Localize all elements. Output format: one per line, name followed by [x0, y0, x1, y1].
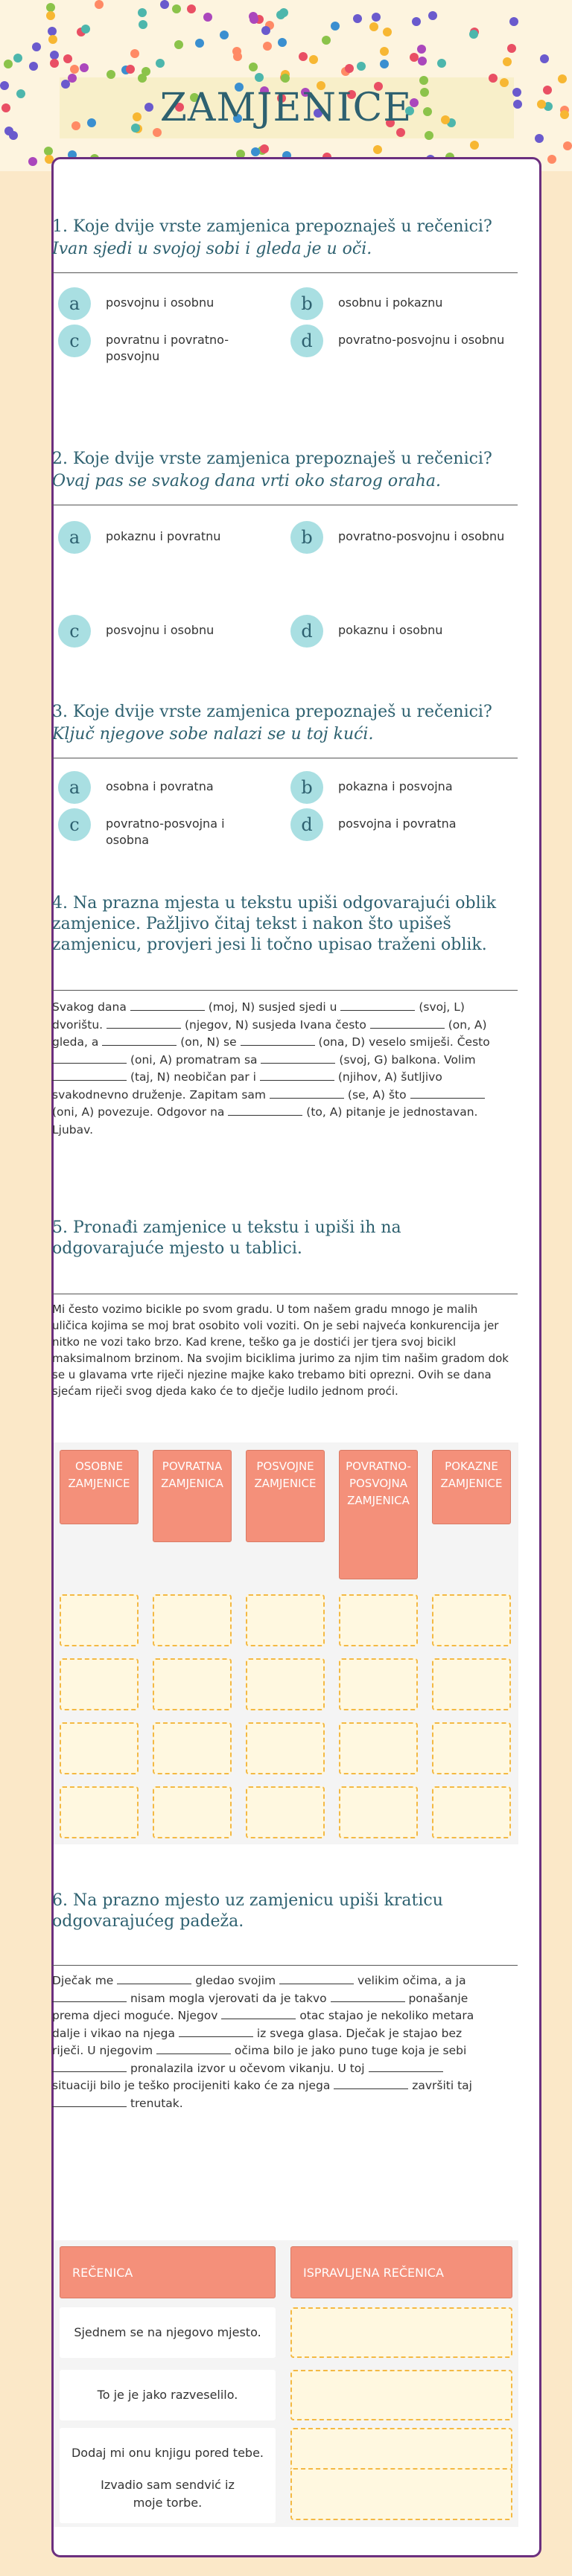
table-drop-zone[interactable]	[60, 1722, 139, 1774]
confetti-dot	[81, 25, 90, 33]
divider	[52, 1965, 518, 1966]
table-drop-zone[interactable]	[432, 1594, 511, 1646]
column-header-povratno-posvojna: POVRATNO-POSVOJNA ZAMJENICA	[339, 1450, 418, 1579]
confetti-dot	[48, 35, 57, 44]
confetti-dot	[417, 45, 426, 54]
confetti-dot	[383, 28, 392, 36]
blank-input[interactable]	[52, 2001, 127, 2002]
question-1-text: 1. Koje dvije vrste zamjenica prepoznaješ u rečenici?	[52, 217, 492, 236]
table-drop-zone[interactable]	[60, 1786, 139, 1838]
confetti-dot	[299, 52, 308, 61]
letter-d-badge: d	[290, 808, 323, 841]
divider	[52, 272, 518, 273]
q3-option-c[interactable]	[58, 816, 259, 848]
blank-input[interactable]	[369, 2071, 443, 2072]
q3-option-d[interactable]	[290, 816, 529, 841]
confetti-dot	[357, 62, 366, 71]
text-segment: nisam mogla vjerovati da je takvo	[130, 1991, 331, 2005]
confetti-dot	[469, 30, 478, 39]
option-label: povratnu i povratno-posvojnu	[106, 333, 229, 363]
confetti-dot	[249, 12, 258, 21]
question-5	[52, 1218, 499, 1259]
confetti-dot	[540, 54, 549, 63]
text-segment: (svoj, G) balkona. Volim	[339, 1052, 476, 1067]
sentence-row-1: Sjednem se na njegovo mjesto.	[60, 2307, 276, 2358]
text-segment: riječi. U njegovim	[52, 2044, 156, 2057]
confetti-dot	[563, 141, 572, 150]
q1-option-b[interactable]	[290, 295, 521, 320]
blank-input[interactable]	[410, 1098, 485, 1099]
question-6-text: 6. Na prazno mjesto uz zamjenicu upiši kraticu odgovarajućeg padeža.	[52, 1891, 443, 1931]
letter-a-badge: a	[58, 521, 91, 554]
table-drop-zone[interactable]	[60, 1658, 139, 1710]
letter-c-badge: c	[58, 808, 91, 841]
option-label: povratno-posvojnu i osobnu	[338, 333, 505, 347]
confetti-dot	[4, 60, 13, 68]
confetti-dot	[28, 157, 37, 166]
text-segment: svakodnevno druženje. Zapitam sam	[52, 1087, 270, 1102]
text-segment: (se, A) što	[347, 1087, 410, 1102]
confetti-dot	[220, 31, 229, 39]
letter-d-badge: d	[290, 615, 323, 648]
question-6	[52, 1891, 499, 1932]
letter-c-badge: c	[58, 325, 91, 357]
text-segment: (njegov, N) susjeda Ivana često	[184, 1017, 370, 1032]
option-label: osobna i povratna	[106, 779, 214, 793]
answer-drop-zone-2[interactable]	[290, 2370, 512, 2420]
table-drop-zone[interactable]	[246, 1722, 325, 1774]
q3-option-a[interactable]	[58, 779, 259, 804]
question-5-text: 5. Pronađi zamjenice u tekstu i upiši ih na odgovarajuće mjesto u tablici.	[52, 1218, 401, 1258]
blank-input[interactable]	[261, 1063, 335, 1064]
confetti-dot	[369, 22, 378, 31]
sentence-row-4: Izvadio sam sendvić iz moje torbe.	[60, 2465, 276, 2523]
sentence-row-2: To je je jako razveselilo.	[60, 2370, 276, 2420]
text-segment: trenutak.	[130, 2096, 183, 2110]
table-drop-zone[interactable]	[153, 1658, 232, 1710]
table-drop-zone[interactable]	[153, 1722, 232, 1774]
q1-option-c[interactable]	[58, 332, 259, 365]
q2-option-b[interactable]	[290, 528, 529, 554]
question-1	[52, 216, 514, 261]
blank-input[interactable]	[370, 1028, 445, 1029]
confetti-dot	[174, 40, 183, 49]
table-drop-zone[interactable]	[339, 1722, 418, 1774]
confetti-dot	[261, 26, 270, 35]
blank-input[interactable]	[52, 2071, 127, 2072]
confetti-dot	[172, 4, 181, 13]
confetti-dot	[46, 11, 55, 20]
confetti-dot	[380, 47, 389, 56]
confetti-dot	[509, 17, 518, 26]
answer-drop-zone-1[interactable]	[290, 2307, 512, 2358]
divider	[52, 990, 518, 991]
confetti-dot	[156, 59, 165, 68]
confetti-dot	[547, 155, 556, 164]
letter-d-badge: d	[290, 325, 323, 357]
blank-input[interactable]	[270, 1098, 344, 1099]
question-3	[52, 701, 514, 746]
confetti-dot	[437, 59, 446, 68]
question-2-text: 2. Koje dvije vrste zamjenica prepoznaješ u rečenici?	[52, 450, 492, 468]
confetti-dot	[203, 13, 212, 22]
confetti-dot	[249, 63, 258, 71]
text-segment: Dječak me	[52, 1974, 118, 1987]
confetti-dot	[322, 36, 331, 45]
letter-c-badge: c	[58, 615, 91, 648]
text-segment: prema djeci moguće. Njegov	[52, 2009, 222, 2022]
confetti-dot	[160, 0, 169, 9]
text-segment: Ljubav.	[52, 1122, 93, 1137]
q3-option-b[interactable]	[290, 779, 529, 804]
text-segment: (on, N) se	[180, 1035, 241, 1049]
q5-source-text: Mi često vozimo bicikle po svom gradu. U tom našem gradu mnogo je malih uličica kojima se moj brat osobito voli voziti. On je sebi najveća konkurencija jer nitko ne vozi tako brzo. Kad krene, teško ga je dostići jer tjera svoj bicikl maksimalnom brzinom. Na svojim biciklima jurimo za njim tim našim gradom dok se u glavama vrte riječi njezine majke kako trebamo biti oprezni. Ovih se dana sjećam riječi svog djeda kako će to dječje ludilo jednom proći.	[52, 1303, 509, 1398]
text-segment: otac stajao je nekoliko metara	[299, 2009, 474, 2022]
text-segment: (moj, N) susjed sjedi u	[208, 1000, 341, 1014]
table-drop-zone[interactable]	[339, 1786, 418, 1838]
blank-input[interactable]	[179, 2036, 253, 2037]
option-label: posvojna i povratna	[338, 816, 457, 831]
text-segment: Svakog dana	[52, 1000, 130, 1014]
blank-input[interactable]	[260, 1080, 334, 1081]
text-segment: (taj, N) neobičan par i	[130, 1070, 260, 1084]
text-segment: (svoj, L)	[419, 1000, 465, 1014]
q6-fill-text	[52, 1972, 515, 2112]
confetti-dot	[373, 145, 382, 154]
confetti-dot	[50, 59, 59, 68]
text-segment: (njihov, A) šutljivo	[337, 1070, 442, 1084]
column-header-pokazne: POKAZNE ZAMJENICE	[432, 1450, 511, 1524]
text-segment: (on, A)	[448, 1017, 487, 1032]
question-4-text: 4. Na prazna mjesta u tekstu upiši odgovarajući oblik zamjenice. Pažljivo čitaj tekst i nakon što upišeš zamjenicu, provjeri jesi li točno upisao traženi oblik.	[52, 894, 497, 954]
confetti-dot	[126, 65, 135, 74]
letter-b-badge: b	[290, 771, 323, 804]
blank-input[interactable]	[331, 2001, 405, 2002]
option-label: posvojnu i osobnu	[106, 623, 214, 637]
confetti-dot	[276, 10, 285, 19]
question-2	[52, 448, 514, 493]
confetti-dot	[260, 144, 269, 153]
question-3-sentence: Ključ njegove sobe nalazi se u toj kući.	[52, 725, 374, 744]
confetti-dot	[70, 65, 79, 74]
option-label: osobnu i pokaznu	[338, 295, 443, 310]
table-drop-zone[interactable]	[153, 1786, 232, 1838]
table-drop-zone[interactable]	[432, 1786, 511, 1838]
confetti-dot	[278, 38, 287, 47]
blank-input[interactable]	[130, 1010, 205, 1011]
text-segment: ponašanje	[408, 1991, 468, 2005]
confetti-dot	[13, 54, 22, 63]
confetti-dot	[345, 64, 354, 73]
confetti-dot	[251, 147, 260, 156]
text-segment: (oni, A) povezuje. Odgovor na	[52, 1105, 229, 1119]
text-segment: (ona, D) veselo smiješi. Često	[318, 1035, 490, 1049]
column-header-recenica: REČENICA	[60, 2246, 276, 2298]
sentence-row-3: Dodaj mi onu knjigu pored tebe.	[60, 2428, 276, 2478]
confetti-dot	[142, 67, 150, 76]
confetti-dot	[32, 42, 41, 51]
option-label: posvojnu i osobnu	[106, 295, 214, 310]
option-label: povratno-posvojna i osobna	[106, 816, 225, 847]
confetti-dot	[503, 57, 512, 66]
option-label: pokaznu i osobnu	[338, 623, 443, 637]
table-drop-zone[interactable]	[432, 1658, 511, 1710]
text-segment: velikim očima, a ja	[357, 1974, 466, 1987]
table-drop-zone[interactable]	[432, 1722, 511, 1774]
confetti-dot	[353, 14, 362, 23]
confetti-dot	[372, 13, 381, 22]
confetti-dot	[80, 63, 89, 72]
q2-option-c[interactable]	[58, 622, 259, 648]
confetti-dot	[138, 8, 147, 17]
blank-input[interactable]	[107, 1028, 181, 1029]
confetti-dot	[139, 20, 147, 29]
confetti-dot	[331, 22, 340, 31]
blank-input[interactable]	[52, 1063, 127, 1064]
confetti-dot	[428, 11, 437, 20]
confetti-dot	[507, 44, 516, 53]
confetti-dot	[195, 39, 204, 48]
table-drop-zone[interactable]	[339, 1594, 418, 1646]
blank-input[interactable]	[52, 1080, 127, 1081]
text-segment: gledao svojim	[195, 1974, 280, 1987]
table-drop-zone[interactable]	[153, 1594, 232, 1646]
blank-input[interactable]	[102, 1045, 177, 1046]
blank-input[interactable]	[241, 1045, 315, 1046]
text-segment: završiti taj	[412, 2079, 472, 2092]
confetti-dot	[233, 52, 242, 61]
question-1-sentence: Ivan sjedi u svojoj sobi i gleda je u oči.	[52, 240, 372, 258]
column-header-povratna: POVRATNA ZAMJENICA	[153, 1450, 232, 1542]
blank-input[interactable]	[228, 1115, 302, 1116]
text-segment: gleda, a	[52, 1035, 103, 1049]
table-drop-zone[interactable]	[246, 1658, 325, 1710]
blank-input[interactable]	[334, 2088, 408, 2089]
option-label: pokaznu i povratnu	[106, 529, 221, 543]
blank-input[interactable]	[340, 1010, 415, 1011]
column-header-posvojne: POSVOJNE ZAMJENICE	[246, 1450, 325, 1542]
column-header-ispravljena: ISPRAVLJENA REČENICA	[290, 2246, 512, 2298]
confetti-dot	[412, 17, 421, 26]
option-label: povratno-posvojnu i osobnu	[338, 529, 505, 543]
q2-option-d[interactable]	[290, 622, 529, 648]
column-header-osobne: OSOBNE ZAMJENICE	[60, 1450, 139, 1524]
letter-a-badge: a	[58, 287, 91, 320]
confetti-dot	[418, 57, 427, 65]
q1-option-a[interactable]	[58, 295, 259, 320]
table-drop-zone[interactable]	[246, 1594, 325, 1646]
option-label: pokazna i posvojna	[338, 779, 453, 793]
q4-fill-text	[52, 999, 515, 1139]
confetti-dot	[187, 4, 196, 13]
page-title: ZAMJENICE	[159, 86, 413, 130]
confetti-dot	[470, 141, 479, 150]
question-4	[52, 893, 499, 956]
text-segment: očima bilo je jako puno tuge koja je sebi	[234, 2044, 467, 2057]
question-3-text: 3. Koje dvije vrste zamjenica prepoznaješ u rečenici?	[52, 703, 492, 721]
q2-option-a[interactable]	[58, 528, 259, 554]
answer-drop-zone-4[interactable]	[290, 2468, 512, 2520]
text-segment: (to, A) pitanje je jednostavan.	[306, 1105, 478, 1119]
letter-b-badge: b	[290, 287, 323, 320]
confetti-dot	[410, 53, 419, 62]
question-2-sentence: Ovaj pas se svakog dana vrti oko starog oraha.	[52, 472, 442, 490]
confetti-dot	[95, 0, 104, 9]
confetti-dot	[380, 60, 389, 68]
table-drop-zone[interactable]	[246, 1786, 325, 1838]
letter-b-badge: b	[290, 521, 323, 554]
blank-input[interactable]	[52, 2106, 127, 2107]
confetti-dot	[130, 49, 139, 58]
text-segment: (oni, A) promatram sa	[130, 1052, 261, 1067]
text-segment: situaciji bilo je teško procijeniti kako će za njega	[52, 2079, 334, 2092]
table-drop-zone[interactable]	[60, 1594, 139, 1646]
letter-a-badge: a	[58, 771, 91, 804]
text-segment: dvorištu.	[52, 1017, 107, 1032]
q1-option-d[interactable]	[290, 332, 529, 357]
text-segment: dalje i vikao na njega	[52, 2026, 179, 2040]
table-drop-zone[interactable]	[339, 1658, 418, 1710]
confetti-dot	[63, 54, 72, 63]
text-segment: iz svega glasa. Dječak je stajao bez	[256, 2026, 463, 2040]
text-segment: pronalazila izvor u očevom vikanju. U toj	[130, 2061, 369, 2075]
confetti-dot	[309, 55, 318, 64]
confetti-dot	[263, 42, 272, 51]
confetti-dot	[29, 62, 38, 71]
